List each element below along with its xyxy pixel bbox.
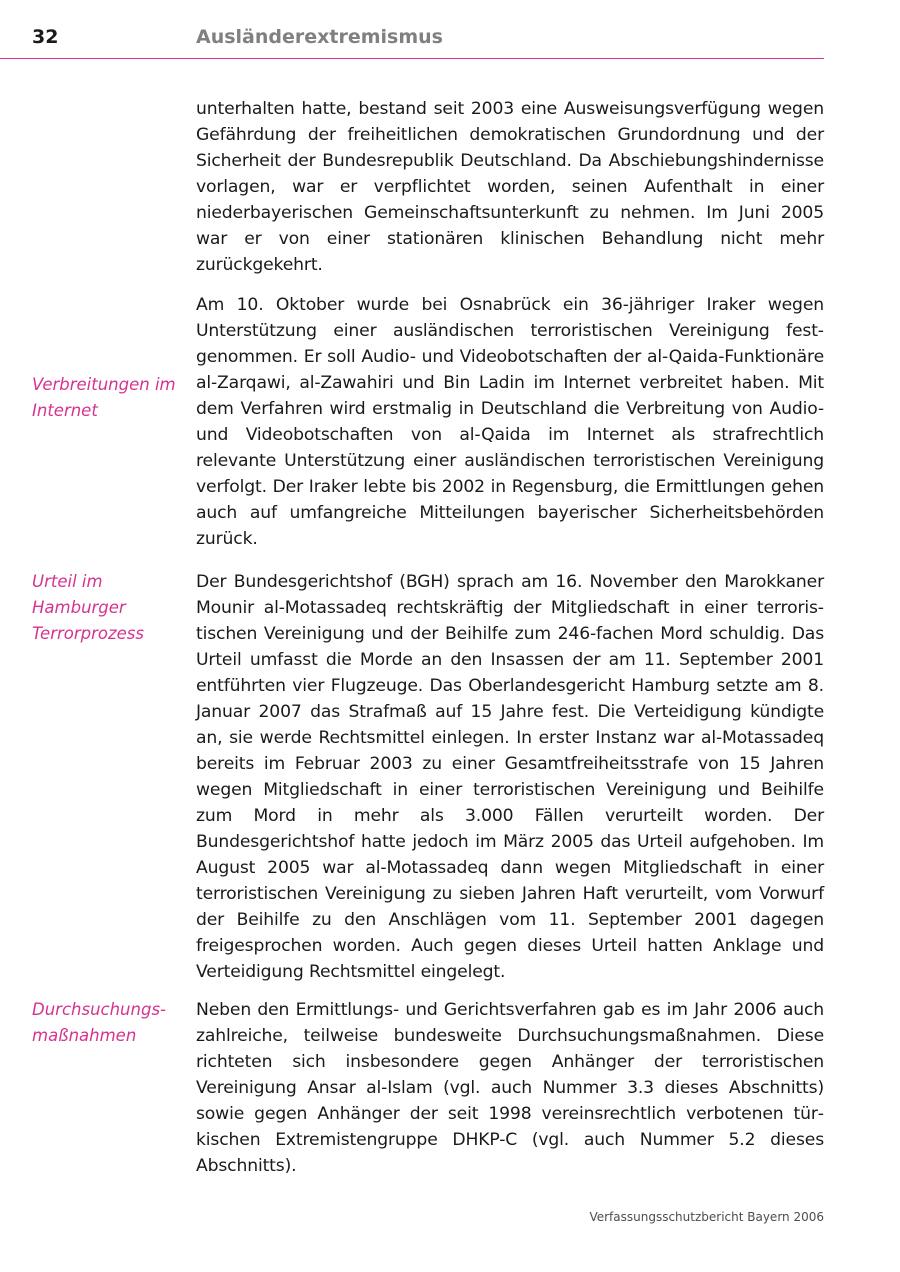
margin-note-searches: Durchsuchungsmaßnahmen xyxy=(32,1000,167,1045)
page-header xyxy=(0,0,824,59)
paragraph-searches: Neben den Ermittlungs- und Gerichtsverfahren gab es im Jahr 2006 auch zahlreiche, teilweise bundesweite Durchsuchungsmaßnahmen. Diese richteten sich insbesondere gegen Anhänger der terroristischen Vereinigung Ansar al-Islam (vgl. auch Nummer 3.3 dieses Abschnitts) sowie gegen Anhänger der seit 1998 vereinsrechtlich verbotenen türkischen Extremistengruppe DHKP-C (vgl. auch Nummer 5.2 dieses Abschnitts). xyxy=(196,1000,824,1176)
paragraph-deportation: unterhalten hatte, bestand seit 2003 eine Ausweisungsverfügung wegen Gefährdung der freiheitlichen demokratischen Grundordnung und der Sicherheit der Bundesrepublik Deutschland. Da Abschiebungshindernisse vorlagen, war er verpflichtet worden, seinen Aufenthalt in einer niederbayerischen Gemeinschaftsunterkunft zu nehmen. Im Juni 2005 war er von einer stationären klinischen Behandlung nicht mehr zurückgekehrt. xyxy=(196,99,824,275)
paragraph-internet-propaganda: Am 10. Oktober wurde bei Osnabrück ein 36-jähriger Iraker wegen Unterstützung einer ausländischen terroristischen Vereinigung festgenommen. Er soll Audio- und Videobotschaften der al-Qaida-Funktionäre al-Zarqawi, al-Zawahiri und Bin Ladin im Internet verbreitet haben. Mit dem Verfahren wird erstmalig in Deutschland die Verbreitung von Audio- und Videobotschaften von al-Qaida im Internet als strafrechtlich relevante Unterstützung einer ausländischen terroristischen Vereinigung verfolgt. Der Iraker lebte bis 2002 in Regensburg, die Ermittlungen gehen auch auf umfangreiche Mitteilungen bayerischer Sicherheitsbehörden zurück. xyxy=(196,295,824,549)
section-title: Ausländerextremismus xyxy=(196,26,443,48)
page-footer: Verfassungsschutzbericht Bayern 2006 xyxy=(589,1210,824,1224)
page-number: 32 xyxy=(32,26,59,48)
margin-note-internet: Verbreitungen im Internet xyxy=(32,375,176,420)
paragraph-hamburg-trial: Der Bundesgerichtshof (BGH) sprach am 16. November den Marokkaner Mounir al-Motassadeq rechtskräftig der Mitgliedschaft in einer terroristischen Vereinigung und der Beihilfe zum 246-fachen Mord schuldig. Das Urteil umfasst die Morde an den Insassen der am 11. September 2001 entführten vier Flugzeuge. Das Oberlandesgericht Hamburg setzte am 8. Januar 2007 das Strafmaß auf 15 Jahre fest. Die Verteidigung kündigte an, sie werde Rechtsmittel einlegen. In erster Instanz war al-Motassadeq bereits im Februar 2003 zu einer Gesamtfreiheitsstrafe von 15 Jahren wegen Mitgliedschaft in einer terroristischen Vereinigung und Beihilfe zum Mord in mehr als 3.000 Fällen verurteilt worden. Der Bundesgerichtshof hatte jedoch im März 2005 das Urteil aufgehoben. Im August 2005 war al-Motassadeq dann wegen Mitgliedschaft in einer terroristischen Vereinigung zu sieben Jahren Haft verurteilt, vom Vorwurf der Beihilfe zu den Anschlägen vom 11. September 2001 dagegen freigesprochen worden. Auch gegen dieses Urteil hatten Anklage und Verteidigung Rechtsmittel eingelegt. xyxy=(196,572,824,982)
margin-note-hamburg-trial: Urteil im Hamburger Terrorprozess xyxy=(32,572,144,643)
